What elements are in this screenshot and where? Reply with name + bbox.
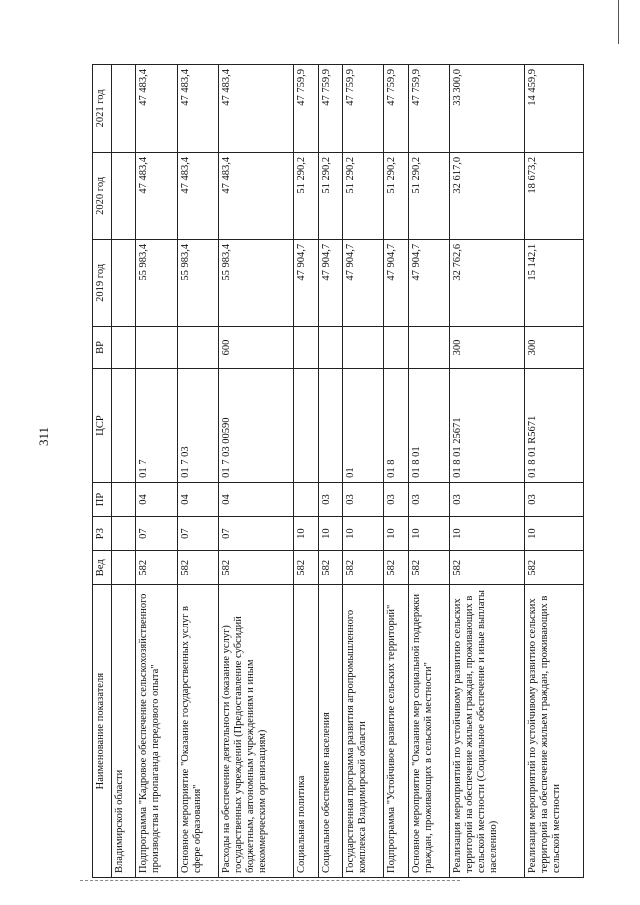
cell-rz: 10 bbox=[408, 517, 449, 551]
cell-2021: 47 483,4 bbox=[218, 65, 294, 153]
table-row bbox=[384, 65, 408, 878]
cell-csr: 01 8 01 bbox=[408, 369, 449, 483]
cell-2020: 47 483,4 bbox=[136, 152, 177, 239]
cell-rz: 07 bbox=[177, 517, 218, 551]
cell-2020: 51 290,2 bbox=[342, 152, 383, 239]
cell-pr bbox=[294, 482, 318, 516]
cell-pr: 04 bbox=[218, 482, 294, 516]
cell-name: Реализация мероприятий по устойчивому развитию сельских территорий на обеспечение жильем граждан, проживающих в сельской местности bbox=[525, 585, 584, 878]
cell-name: Социальное обеспечение населения bbox=[318, 585, 342, 878]
cell-ved: 582 bbox=[342, 551, 383, 585]
cell-ved: 582 bbox=[177, 551, 218, 585]
cell-ved: 582 bbox=[136, 551, 177, 585]
cell-vr bbox=[112, 326, 136, 368]
cell-name: Государственная программа развития агропромышленного комплекса Владимирской области bbox=[342, 585, 383, 878]
cell-name: Владимирской области bbox=[112, 585, 136, 878]
cell-2019: 47 904,7 bbox=[408, 239, 449, 326]
header-2019: 2019 год bbox=[93, 239, 112, 326]
table-row bbox=[408, 65, 449, 878]
cell-pr bbox=[112, 482, 136, 516]
table-row bbox=[318, 65, 342, 878]
cell-2021: 47 759,9 bbox=[294, 65, 318, 153]
cell-vr bbox=[294, 326, 318, 368]
cell-pr: 03 bbox=[318, 482, 342, 516]
cell-2020: 18 673,2 bbox=[525, 152, 584, 239]
cell-vr bbox=[342, 326, 383, 368]
cell-vr bbox=[136, 326, 177, 368]
cell-ved: 582 bbox=[384, 551, 408, 585]
cell-pr: 03 bbox=[342, 482, 383, 516]
cell-2020: 51 290,2 bbox=[318, 152, 342, 239]
cell-2020: 32 617,0 bbox=[449, 152, 525, 239]
cell-2019: 55 983,4 bbox=[177, 239, 218, 326]
cell-pr: 03 bbox=[384, 482, 408, 516]
cell-2019: 32 762,6 bbox=[449, 239, 525, 326]
cell-csr bbox=[294, 369, 318, 483]
cell-2019: 15 142,1 bbox=[525, 239, 584, 326]
table-row bbox=[449, 65, 525, 878]
header-name: Наименование показателя bbox=[93, 585, 112, 878]
cell-name: Расходы на обеспечение деятельности (оказание услуг) государственных учреждений (Предоставление субсидий бюджетным, автономным учреждениям и иным некоммерческим организациям) bbox=[218, 585, 294, 878]
cell-rz: 10 bbox=[318, 517, 342, 551]
cell-2019: 47 904,7 bbox=[342, 239, 383, 326]
table-body bbox=[112, 65, 584, 878]
cell-2019: 47 904,7 bbox=[384, 239, 408, 326]
cell-rz: 07 bbox=[218, 517, 294, 551]
cell-csr: 01 8 bbox=[384, 369, 408, 483]
cell-rz: 10 bbox=[294, 517, 318, 551]
cell-pr: 03 bbox=[449, 482, 525, 516]
cell-csr: 01 bbox=[342, 369, 383, 483]
cell-name: Подпрограмма "Устойчивое развитие сельских территорий" bbox=[384, 585, 408, 878]
cell-name: Реализация мероприятий по устойчивому развитию сельских территорий на обеспечение жильем граждан, проживающих в сельской местности (Социальное обеспечение и иные выплаты населению) bbox=[449, 585, 525, 878]
budget-table-rotated bbox=[92, 64, 584, 878]
header-2020: 2020 год bbox=[93, 152, 112, 239]
cell-ved: 582 bbox=[449, 551, 525, 585]
header-rz: РЗ bbox=[93, 517, 112, 551]
table-row bbox=[136, 65, 177, 878]
cell-rz: 07 bbox=[136, 517, 177, 551]
table-row bbox=[177, 65, 218, 878]
cell-2019: 47 904,7 bbox=[318, 239, 342, 326]
cell-pr: 04 bbox=[177, 482, 218, 516]
cell-pr: 03 bbox=[525, 482, 584, 516]
cell-rz: 10 bbox=[342, 517, 383, 551]
cell-2019: 55 983,4 bbox=[218, 239, 294, 326]
budget-table bbox=[92, 64, 584, 878]
scan-edge-line-bottom bbox=[80, 880, 460, 882]
table-row bbox=[342, 65, 383, 878]
cell-vr bbox=[318, 326, 342, 368]
header-pr: ПР bbox=[93, 482, 112, 516]
table-header-row bbox=[93, 65, 112, 878]
cell-vr: 300 bbox=[525, 326, 584, 368]
table-row bbox=[294, 65, 318, 878]
cell-pr: 03 bbox=[408, 482, 449, 516]
scan-edge-line bbox=[618, 0, 619, 44]
cell-2021: 47 759,9 bbox=[342, 65, 383, 153]
cell-pr: 04 bbox=[136, 482, 177, 516]
cell-csr: 01 8 01 25671 bbox=[449, 369, 525, 483]
cell-ved: 582 bbox=[525, 551, 584, 585]
cell-2021: 47 759,9 bbox=[318, 65, 342, 153]
cell-name: Основное мероприятие "Оказание государственных услуг в сфере образования" bbox=[177, 585, 218, 878]
cell-2020: 47 483,4 bbox=[177, 152, 218, 239]
cell-csr bbox=[318, 369, 342, 483]
page-number: 311 bbox=[36, 426, 51, 446]
cell-vr bbox=[177, 326, 218, 368]
cell-csr: 01 7 03 00590 bbox=[218, 369, 294, 483]
header-vr: ВР bbox=[93, 326, 112, 368]
table-row bbox=[218, 65, 294, 878]
cell-2019: 55 983,4 bbox=[136, 239, 177, 326]
cell-2021: 14 459,9 bbox=[525, 65, 584, 153]
cell-rz: 10 bbox=[525, 517, 584, 551]
cell-2019 bbox=[112, 239, 136, 326]
cell-ved: 582 bbox=[318, 551, 342, 585]
header-2021: 2021 год bbox=[93, 65, 112, 153]
cell-name: Подпрограмма "Кадровое обеспечение сельскохозяйственного производства и пропаганда передового опыта" bbox=[136, 585, 177, 878]
cell-vr: 300 bbox=[449, 326, 525, 368]
cell-2020: 51 290,2 bbox=[408, 152, 449, 239]
cell-ved bbox=[112, 551, 136, 585]
cell-2021: 47 483,4 bbox=[177, 65, 218, 153]
cell-2021: 47 759,9 bbox=[384, 65, 408, 153]
cell-2020: 47 483,4 bbox=[218, 152, 294, 239]
cell-2020 bbox=[112, 152, 136, 239]
table-row bbox=[525, 65, 584, 878]
cell-ved: 582 bbox=[218, 551, 294, 585]
cell-2019: 47 904,7 bbox=[294, 239, 318, 326]
table-row bbox=[112, 65, 136, 878]
cell-vr bbox=[384, 326, 408, 368]
cell-vr bbox=[408, 326, 449, 368]
cell-rz: 10 bbox=[384, 517, 408, 551]
header-csr: ЦСР bbox=[93, 369, 112, 483]
cell-rz bbox=[112, 517, 136, 551]
cell-2021: 47 483,4 bbox=[136, 65, 177, 153]
cell-2021: 47 759,9 bbox=[408, 65, 449, 153]
cell-rz: 10 bbox=[449, 517, 525, 551]
cell-2021: 33 300,0 bbox=[449, 65, 525, 153]
cell-2020: 51 290,2 bbox=[384, 152, 408, 239]
cell-csr bbox=[112, 369, 136, 483]
cell-csr: 01 7 03 bbox=[177, 369, 218, 483]
cell-name: Основное мероприятие "Оказание мер социальной поддержки граждан, проживающих в сельской местности" bbox=[408, 585, 449, 878]
cell-name: Социальная политика bbox=[294, 585, 318, 878]
cell-ved: 582 bbox=[408, 551, 449, 585]
cell-2020: 51 290,2 bbox=[294, 152, 318, 239]
header-ved: Вед bbox=[93, 551, 112, 585]
cell-csr: 01 7 bbox=[136, 369, 177, 483]
cell-2021 bbox=[112, 65, 136, 153]
cell-vr: 600 bbox=[218, 326, 294, 368]
cell-ved: 582 bbox=[294, 551, 318, 585]
cell-csr: 01 8 01 R5671 bbox=[525, 369, 584, 483]
